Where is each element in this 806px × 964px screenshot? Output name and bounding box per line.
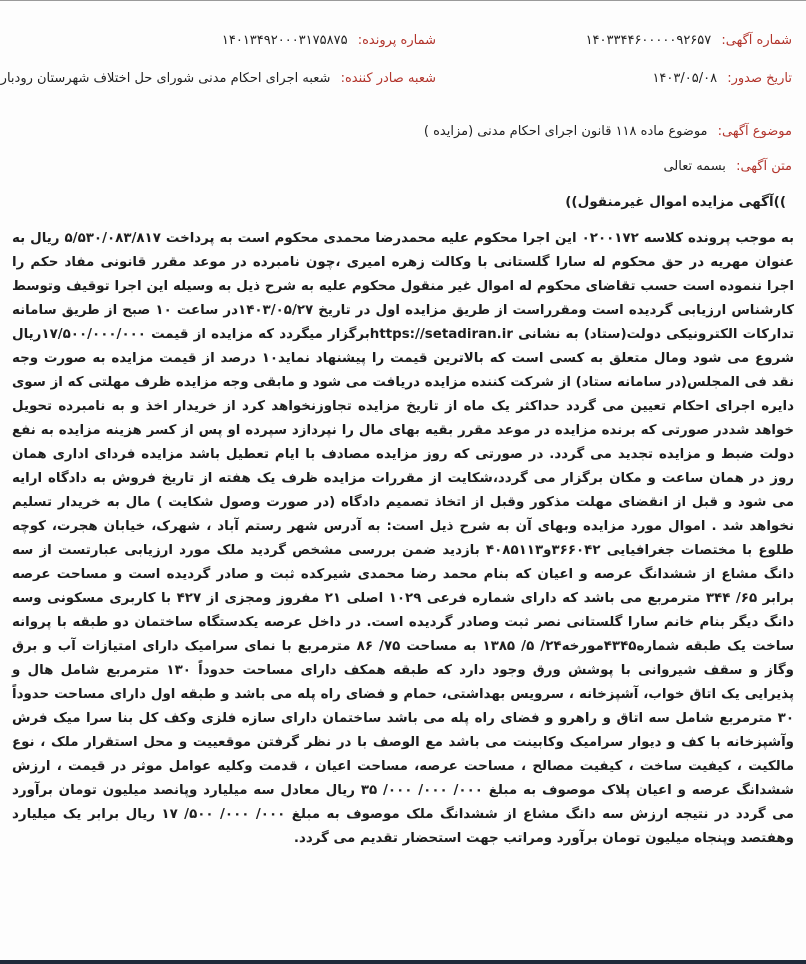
notice-text-label: متن آگهی: <box>736 159 792 174</box>
subject-label: موضوع آگهی: <box>717 124 792 139</box>
case-number-value: ۱۴۰۱۳۴۹۲۰۰۰۳۱۷۵۸۷۵ <box>221 33 348 48</box>
issue-date-label: تاریخ صدور: <box>727 71 792 86</box>
notice-number-value: ۱۴۰۳۳۴۴۶۰۰۰۰۰۹۲۶۵۷ <box>585 33 712 48</box>
notice-body <box>12 227 794 851</box>
case-number-label: شماره پرونده: <box>357 33 436 48</box>
notice-text-row <box>663 159 792 174</box>
notice-body-paragraph: به موجب پرونده کلاسه ۰۲۰۰۱۷۲ این اجرا محکوم علیه محمدرضا محمدی محکوم است به پرداخت ۵/۵۳۰/۰۸۳/۸۱۷ ریال به عنوان مهریه در حق محکوم له سارا گلستانی با وکالت زهره امیری ،چون نامبرده در موعد مقرر قانونی مفاد حکم را اجرا ننموده است حسب تقاضای محکوم له اموال غیر منقول محکوم علیه به شرح ذیل به وسیله این اجرا توقیف وتوسط کارشناس ارزیابی گردیده است ومقرراست از طریق مزایده اول در تاریخ ۱۴۰۳/۰۵/۲۷در ساعت ۱۰ صبح از طریق سامانه تدارکات الکترونیکی دولت(ستاد) به نشانی https://setadiran.irبرگزار میگردد که مزایده از قیمت ۱۷/۵۰۰/۰۰۰/۰۰۰ریال شروع می شود ومال متعلق به کسی است که بالاترین قیمت را پیشنهاد نماید۱۰ درصد از قیمت مزایده به صورت وجه نقد فی المجلس(در سامانه ستاد) از شرکت کننده مزایده دریافت می شود و مابقی وجه مزایده ظرف مهلتی که از سوی دایره اجرای احکام تعیین می گردد حداکثر یک ماه از تاریخ مزایده تجاوزنخواهد کرد از خریدار اخذ و به نامبرده تحویل خواهد شددر صورتی که برنده مزایده در موعد مقرر بقیه بهای مال را نپردازد سپرده او پس از کسر هزینه مزایده به نفع دولت ضبط و مزایده تجدید می گردد. در صورتی که روز مزایده مصادف با ایام تعطیل باشد مزایده فردای اداری همان روز در همان ساعت و مکان برگزار می گردد،شکایت از مقررات مزایده ظرف یک هفته از تاریخ فروش به دادگاه ارایه می شود و قبل از انقضای مهلت مذکور وقبل از اتخاذ تصمیم دادگاه (در صورت وصول شکایت ) مال به خریدار تسلیم نخواهد شد . اموال مورد مزایده وبهای آن به شرح ذیل است: به آدرس شهر رستم آباد ، شهرک، خیابان هجرت، کوچه طلوع با مختصات جغرافیایی ۳۶۶۰۴۲و۴۰۸۵۱۱۳ بازدید ضمن بررسی مشخص گردید ملک مورد ارزیابی عبارتست از سه دانگ مشاع از ششدانگ عرصه و اعیان که بنام محمد رضا محمدی شیرکده ثبت و صادر گردیده است و مساحت عرصه برابر ۶۵/ ۳۴۴ مترمربع می باشد که دارای شماره فرعی ۱۰۲۹ اصلی ۲۱ مفروز ومجزی از ۴۲۷ با کاربری مسکونی وسه دانگ دیگر بنام خانم سارا گلستانی نصر ثبت وصادر گردیده است. در داخل عرصه یکدستگاه ساختمان دو طبقه با پروانه ساخت یک طبقه شماره۴۳۴۵مورخه۲۴/ ۵/ ۱۳۸۵ به مساحت ۷۵/ ۸۶ مترمربع با نمای سرامیک دارای امتیازات آب و برق وگاز و سقف شیروانی با پوشش ورق وجود دارد که طبقه همکف دارای مساحت حدوداً ۱۳۰ مترمربع شامل هال و پذیرایی یک اتاق خواب، آشپزخانه ، سرویس بهداشتی، حمام و فضای راه پله می باشد و طبقه اول دارای مساحت حدوداً ۳۰ مترمربع شامل سه اتاق و راهرو و فضای راه پله می باشد ساختمان دارای سازه فلزی وکف کل بنا سرا میک فرش وآشپزخانه با کف و دیوار سرامیک وکابینت می باشد مع الوصف با در نظر گرفتن موقعییت و محل استقرار ملک ، نوع مالکیت ، کیفیت ساخت ، کیفیت مصالح ، مساحت عرصه، مساحت اعیان ، قدمت وکلیه عوامل موثر در قیمت ، ارزش ششدانگ عرصه و اعیان پلاک موصوف به مبلغ ۰۰۰/ ۰۰۰/ ۰۰۰/ ۳۵ ریال معادل سه میلیارد وپانصد میلیون تومان برآورد می گردد در نتیجه ارزش سه دانگ مشاع از ششدانگ ملک موصوف به مبلغ ۰۰۰/ ۰۰۰/ ۵۰۰/ ۱۷ ریال برابر یک میلیارد وهفتصد وپنجاه میلیون تومان برآورد ومراتب جهت استحضار تقدیم می گردد. <box>12 231 794 846</box>
issue-date-value: ۱۴۰۳/۰۵/۰۸ <box>652 71 718 86</box>
issuer-row <box>1 71 436 86</box>
issuer-value: شعبه اجرای احکام مدنی شورای حل اختلاف شهرستان رودبار <box>0 71 331 86</box>
issue-date-row <box>652 71 792 86</box>
subject-row <box>424 124 792 139</box>
auction-heading: ))آگهی مزایده اموال غیرمنقول)) <box>565 194 786 210</box>
notice-number-row <box>586 33 792 48</box>
notice-text-value: بسمه تعالی <box>663 159 726 174</box>
issuer-label: شعبه صادر کننده: <box>340 71 436 86</box>
case-number-row <box>222 33 436 48</box>
notice-number-label: شماره آگهی: <box>721 33 792 48</box>
subject-value: موضوع ماده ۱۱۸ قانون اجرای احکام مدنی (مزایده ) <box>423 124 708 139</box>
